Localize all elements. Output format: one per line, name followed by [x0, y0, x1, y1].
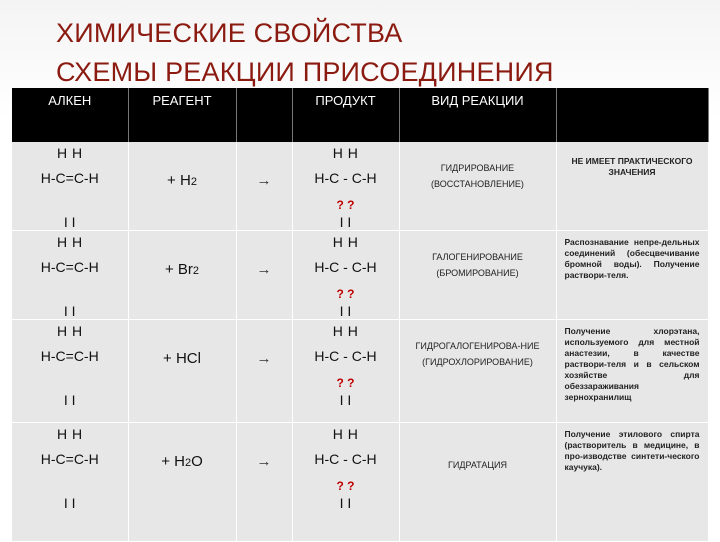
header-reaction-type: ВИД РЕАКЦИИ — [399, 88, 556, 142]
arrow-cell — [236, 320, 292, 423]
reaction-note: НЕ ИМЕЕТ ПРАКТИЧЕСКОГО ЗНАЧЕНИЯ — [571, 156, 693, 177]
product-formula: Н-С - С-Н — [314, 170, 377, 186]
reagent-base: + H — [161, 453, 185, 470]
title-line-1: ХИМИЧЕСКИЕ СВОЙСТВА — [56, 18, 403, 48]
alkene-hh: Н Н — [56, 234, 83, 250]
reagent-formula — [129, 350, 236, 367]
product-cell — [292, 423, 399, 542]
product-formula: Н-С - С-Н — [314, 451, 377, 467]
alkene-formula: Н-С=С-Н — [40, 259, 99, 275]
reaction-type-name: ГИДРИРОВАНИЕ — [440, 163, 515, 173]
table-row — [12, 423, 708, 542]
reagent-formula — [129, 261, 236, 278]
header-note — [556, 88, 708, 142]
arrow-cell — [236, 142, 292, 231]
product-formula: Н-С - С-Н — [314, 259, 377, 275]
reagent-cell — [128, 320, 236, 423]
reaction-note: Получение хлорэтана, используемого для местной анастезии, в качестве раствори-теля и в сельском хозяйстве для обеззараживания зернохранилищ — [564, 326, 700, 402]
title-line-2: СХЕМЫ РЕАКЦИИ ПРИСОЕДИНЕНИЯ — [56, 57, 554, 87]
note-cell — [556, 320, 708, 423]
reaction-type-name: ГАЛОГЕНИРОВАНИЕ — [432, 252, 523, 262]
alkene-formula: Н-С=С-Н — [40, 170, 99, 186]
alkene-bonds: I I — [63, 392, 76, 408]
reaction-arrow-icon: → — [256, 172, 272, 189]
reaction-arrow-icon: → — [256, 453, 272, 470]
product-unknown-marks: ? ? — [336, 376, 355, 390]
reagent-cell — [128, 142, 236, 231]
table-row — [12, 320, 708, 423]
alkene-cell — [12, 423, 128, 542]
reaction-type-name: ГИДРОГАЛОГЕНИРОВА-НИЕ — [415, 341, 540, 351]
alkene-hh: Н Н — [56, 145, 83, 161]
table-header-row — [12, 88, 708, 142]
reaction-arrow-icon: → — [256, 261, 272, 278]
product-hh: Н Н — [332, 145, 359, 161]
alkene-formula: Н-С=С-Н — [40, 451, 99, 467]
reagent-cell — [128, 423, 236, 542]
note-cell — [556, 231, 708, 320]
alkene-hh: Н Н — [56, 323, 83, 339]
reagent-formula — [129, 172, 236, 189]
alkene-formula: Н-С=С-Н — [40, 348, 99, 364]
reaction-type-cell — [399, 423, 556, 542]
reaction-type-cell — [399, 142, 556, 231]
reagent-subscript: 2 — [184, 457, 192, 469]
product-bonds: I I — [339, 214, 352, 230]
reagent-subscript: 2 — [192, 265, 200, 277]
reaction-type-cell — [399, 320, 556, 423]
reagent-base: + Br — [164, 261, 193, 278]
product-bonds: I I — [339, 303, 352, 319]
alkene-cell — [12, 320, 128, 423]
reaction-type-cell — [399, 231, 556, 320]
reaction-type-name: ГИДРАТАЦИЯ — [448, 460, 507, 470]
product-unknown-marks: ? ? — [336, 287, 355, 301]
reaction-note: Получение этилового спирта (растворитель в медицине, в про-изводстве синтети-ческого каучука). — [564, 429, 700, 472]
alkene-hh: Н Н — [56, 426, 83, 442]
product-unknown-marks: ? ? — [336, 198, 355, 212]
reaction-type — [404, 457, 552, 473]
reagent-cell — [128, 231, 236, 320]
alkene-bonds: I I — [63, 214, 76, 230]
reactions-table — [12, 88, 709, 542]
reaction-type-alt: (ГИДРОХЛОРИРОВАНИЕ) — [422, 357, 533, 367]
product-cell — [292, 231, 399, 320]
reagent-subscript: 2 — [190, 176, 197, 188]
alkene-bonds: I I — [63, 495, 76, 511]
slide-title — [56, 14, 554, 92]
reagent-formula — [129, 453, 236, 470]
product-unknown-marks: ? ? — [336, 479, 355, 493]
note-cell — [556, 142, 708, 231]
alkene-cell — [12, 142, 128, 231]
product-hh: Н Н — [332, 234, 359, 250]
reaction-type — [404, 338, 552, 370]
product-bonds: I I — [339, 495, 352, 511]
reaction-type-alt: (БРОМИРОВАНИЕ) — [436, 268, 519, 278]
reaction-type — [404, 249, 552, 281]
note-cell — [556, 423, 708, 542]
alkene-bonds: I I — [63, 303, 76, 319]
header-product: ПРОДУКТ — [292, 88, 399, 142]
header-reagent: РЕАГЕНТ — [128, 88, 236, 142]
reagent-tail: O — [191, 453, 203, 470]
reaction-arrow-icon: → — [256, 350, 272, 367]
reaction-note: Распознавание непре-дельных соединений (обесцвечивание бромной воды). Получение раствори-теля. — [564, 237, 700, 280]
product-cell — [292, 320, 399, 423]
reagent-base: + Н — [167, 172, 191, 189]
product-hh: Н Н — [332, 426, 359, 442]
reaction-type — [404, 160, 552, 192]
product-hh: Н Н — [332, 323, 359, 339]
reaction-type-alt: (ВОССТАНОВЛЕНИЕ) — [431, 179, 524, 189]
table-row — [12, 231, 708, 320]
alkene-cell — [12, 231, 128, 320]
product-bonds: I I — [339, 392, 352, 408]
reagent-base: + HCl — [163, 350, 201, 367]
product-cell — [292, 142, 399, 231]
table-row — [12, 142, 708, 231]
product-formula: Н-С - С-Н — [314, 348, 377, 364]
header-alkene: АЛКЕН — [12, 88, 128, 142]
header-arrow — [236, 88, 292, 142]
arrow-cell — [236, 231, 292, 320]
arrow-cell — [236, 423, 292, 542]
